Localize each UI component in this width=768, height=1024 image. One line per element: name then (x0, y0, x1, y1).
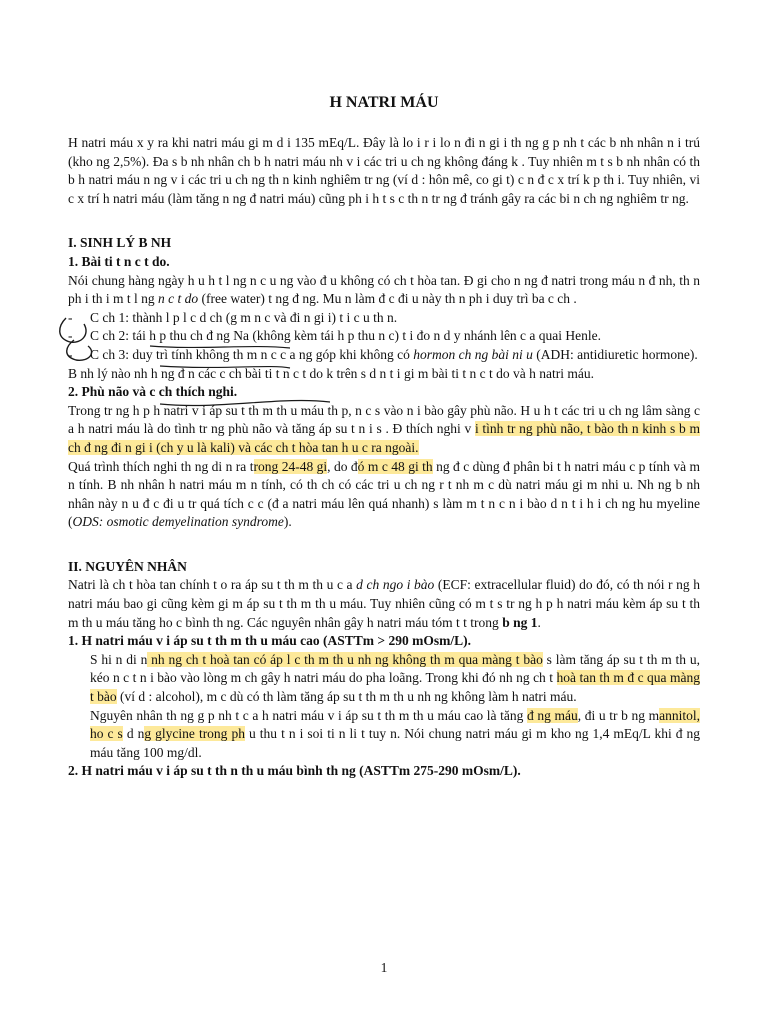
subheading-high-osmolality: 1. H natri máu v i áp su t th m th u máu cao (ASTTm > 290 mOsm/L). (68, 633, 471, 649)
bullet-mechanism-2: - C ch 2: tái h p thu ch đ ng Na (không kèm tái h p thu n c) t i đo n d y nhánh lên c a quai Henle. (68, 328, 602, 344)
intro-paragraph: H natri máu x y ra khi natri máu gi m d i 135 mEq/L. Đây là lo i r i lo n đi n gi i th ng g p nh t các b nh nhân n i trú (kho ng 2,5%). Đa s b nh nhân ch b h natri máu nh v i các tri u ch ng không đáng k . Tuy nhiên m t s b nh nhân có th b h natri máu n ng v i các tri u ch ng th n kinh nghiêm tr ng (ví d : hôn mê, co gi t) c n đ c x trí k p th i. Tuy nhiên, vi c x trí h natri máu (làm tăng n ng đ natri máu) cũng ph i h t s c th n tr ng đ tránh gây ra các bi n ch ng nghiêm tr ng. (68, 135, 700, 206)
document-body (68, 134, 700, 781)
paragraph-common-causes: Nguyên nhân th ng g p nh t c a h natri máu v i áp su t th m th u máu cao là tăng đ ng máu, đi u tr b ng mannitol, ho c s d ng glycine trong ph u thu t n i soi ti n li t tuy n. Nói chung natri máu gi m kho ng 1,4 mEq/L khi đ ng máu tăng 100 mg/dl. (90, 707, 701, 760)
subheading-brain-edema: 2. Phù não và c ch thích nghi. (68, 384, 238, 400)
paragraph-causes-intro: Natri là ch t hòa tan chính t o ra áp su t th m th u c a d ch ngo i bào (ECF: extracellular fluid) do đó, có th nói r ng h natri máu bao gi cũng kèm gi m áp su t th m th u máu. Tuy nhiên cũng có m t s tr ng h p h natri máu kèm áp su t th m th u máu tăng ho c bình th ng. Các nguyên nhân gây h natri máu tóm t t trong b ng 1. (68, 577, 700, 630)
section-heading-physiology: I. SINH LÝ B NH (68, 235, 172, 251)
bullet-mechanism-1: - C ch 1: thành l p l c d ch (g m n c và đi n gi i) t i c u th n. (68, 309, 398, 325)
paragraph-pathology: B nh lý nào nh h ng đ n các c ch bài ti t n c t do k trên s d n t i gi m bài ti t n c t do và h natri máu. (68, 365, 595, 381)
page-number: 1 (380, 960, 388, 975)
page-title: H NATRI MÁU (329, 94, 439, 111)
paragraph-osmotic-solutes: S hi n di n nh ng ch t hoà tan có áp l c th m th u nh ng không th m qua màng t bào s làm tăng áp su t th m th u, kéo n c t n i bào vào lòng m ch gây h natri máu do pha loãng. Trong khi đó nh ng ch t hoà tan th m đ c qua màng t bào (ví d : alcohol), m c dù có th làm tăng áp su t th m th u nh ng không làm h natri máu. (90, 651, 700, 705)
subheading-free-water: 1. Bài ti t n c t do. (68, 253, 170, 269)
subheading-normal-osmolality: 2. H natri máu v i áp su t th n th u máu bình th ng (ASTTm 275-290 mOsm/L). (68, 763, 521, 779)
paragraph-adaptation: Quá trình thích nghi th ng di n ra trong 24-48 gi, do đó m c 48 gi th ng đ c dùng đ phân bi t h natri máu c p tính và m n tính. B nh nhân h natri máu m n tính, có th ch có các tri u ch ng r t nh m c dù natri máu gi m nhi u. Nh ng b nh nhân này n u đ c đi u tr quá tích c c (đ a natri máu lên quá nhanh) s làm m t n c n i bào d n t i h i ch ng hu myeline (ODS: osmotic demyelination syndrome). (68, 458, 701, 530)
section-heading-causes: II. NGUYÊN NHÂN (68, 558, 187, 574)
paragraph-free-water: Nói chung hàng ngày h u h t l ng n c u ng vào đ u không có ch t hòa tan. Đ gi cho n ng đ natri trong máu n đ nh, th n ph i th i m t l ng n c t do (free water) t ng đ ng. Mu n làm đ c đi u này th n ph i duy trì ba c ch . (68, 272, 700, 307)
paragraph-brain-edema: Trong tr ng h p h natri v i áp su t th m th u máu th p, n c s vào n i bào gây phù não. H u h t các tri u ch ng lâm sàng c a h natri máu là do tình tr ng phù não và tăng áp su t n i s . Đ thích nghi v i tình tr ng phù não, t bào th n kinh s b m ch đ ng đi n gi i (ch y u là kali) và các ch t hòa tan h u c ra ngoài. (68, 402, 700, 455)
bullet-mechanism-3: - C ch 3: duy trì tính không th m n c c a ng góp khi không có hormon ch ng bài ni u (ADH: antidiuretic hormone). (68, 346, 698, 362)
